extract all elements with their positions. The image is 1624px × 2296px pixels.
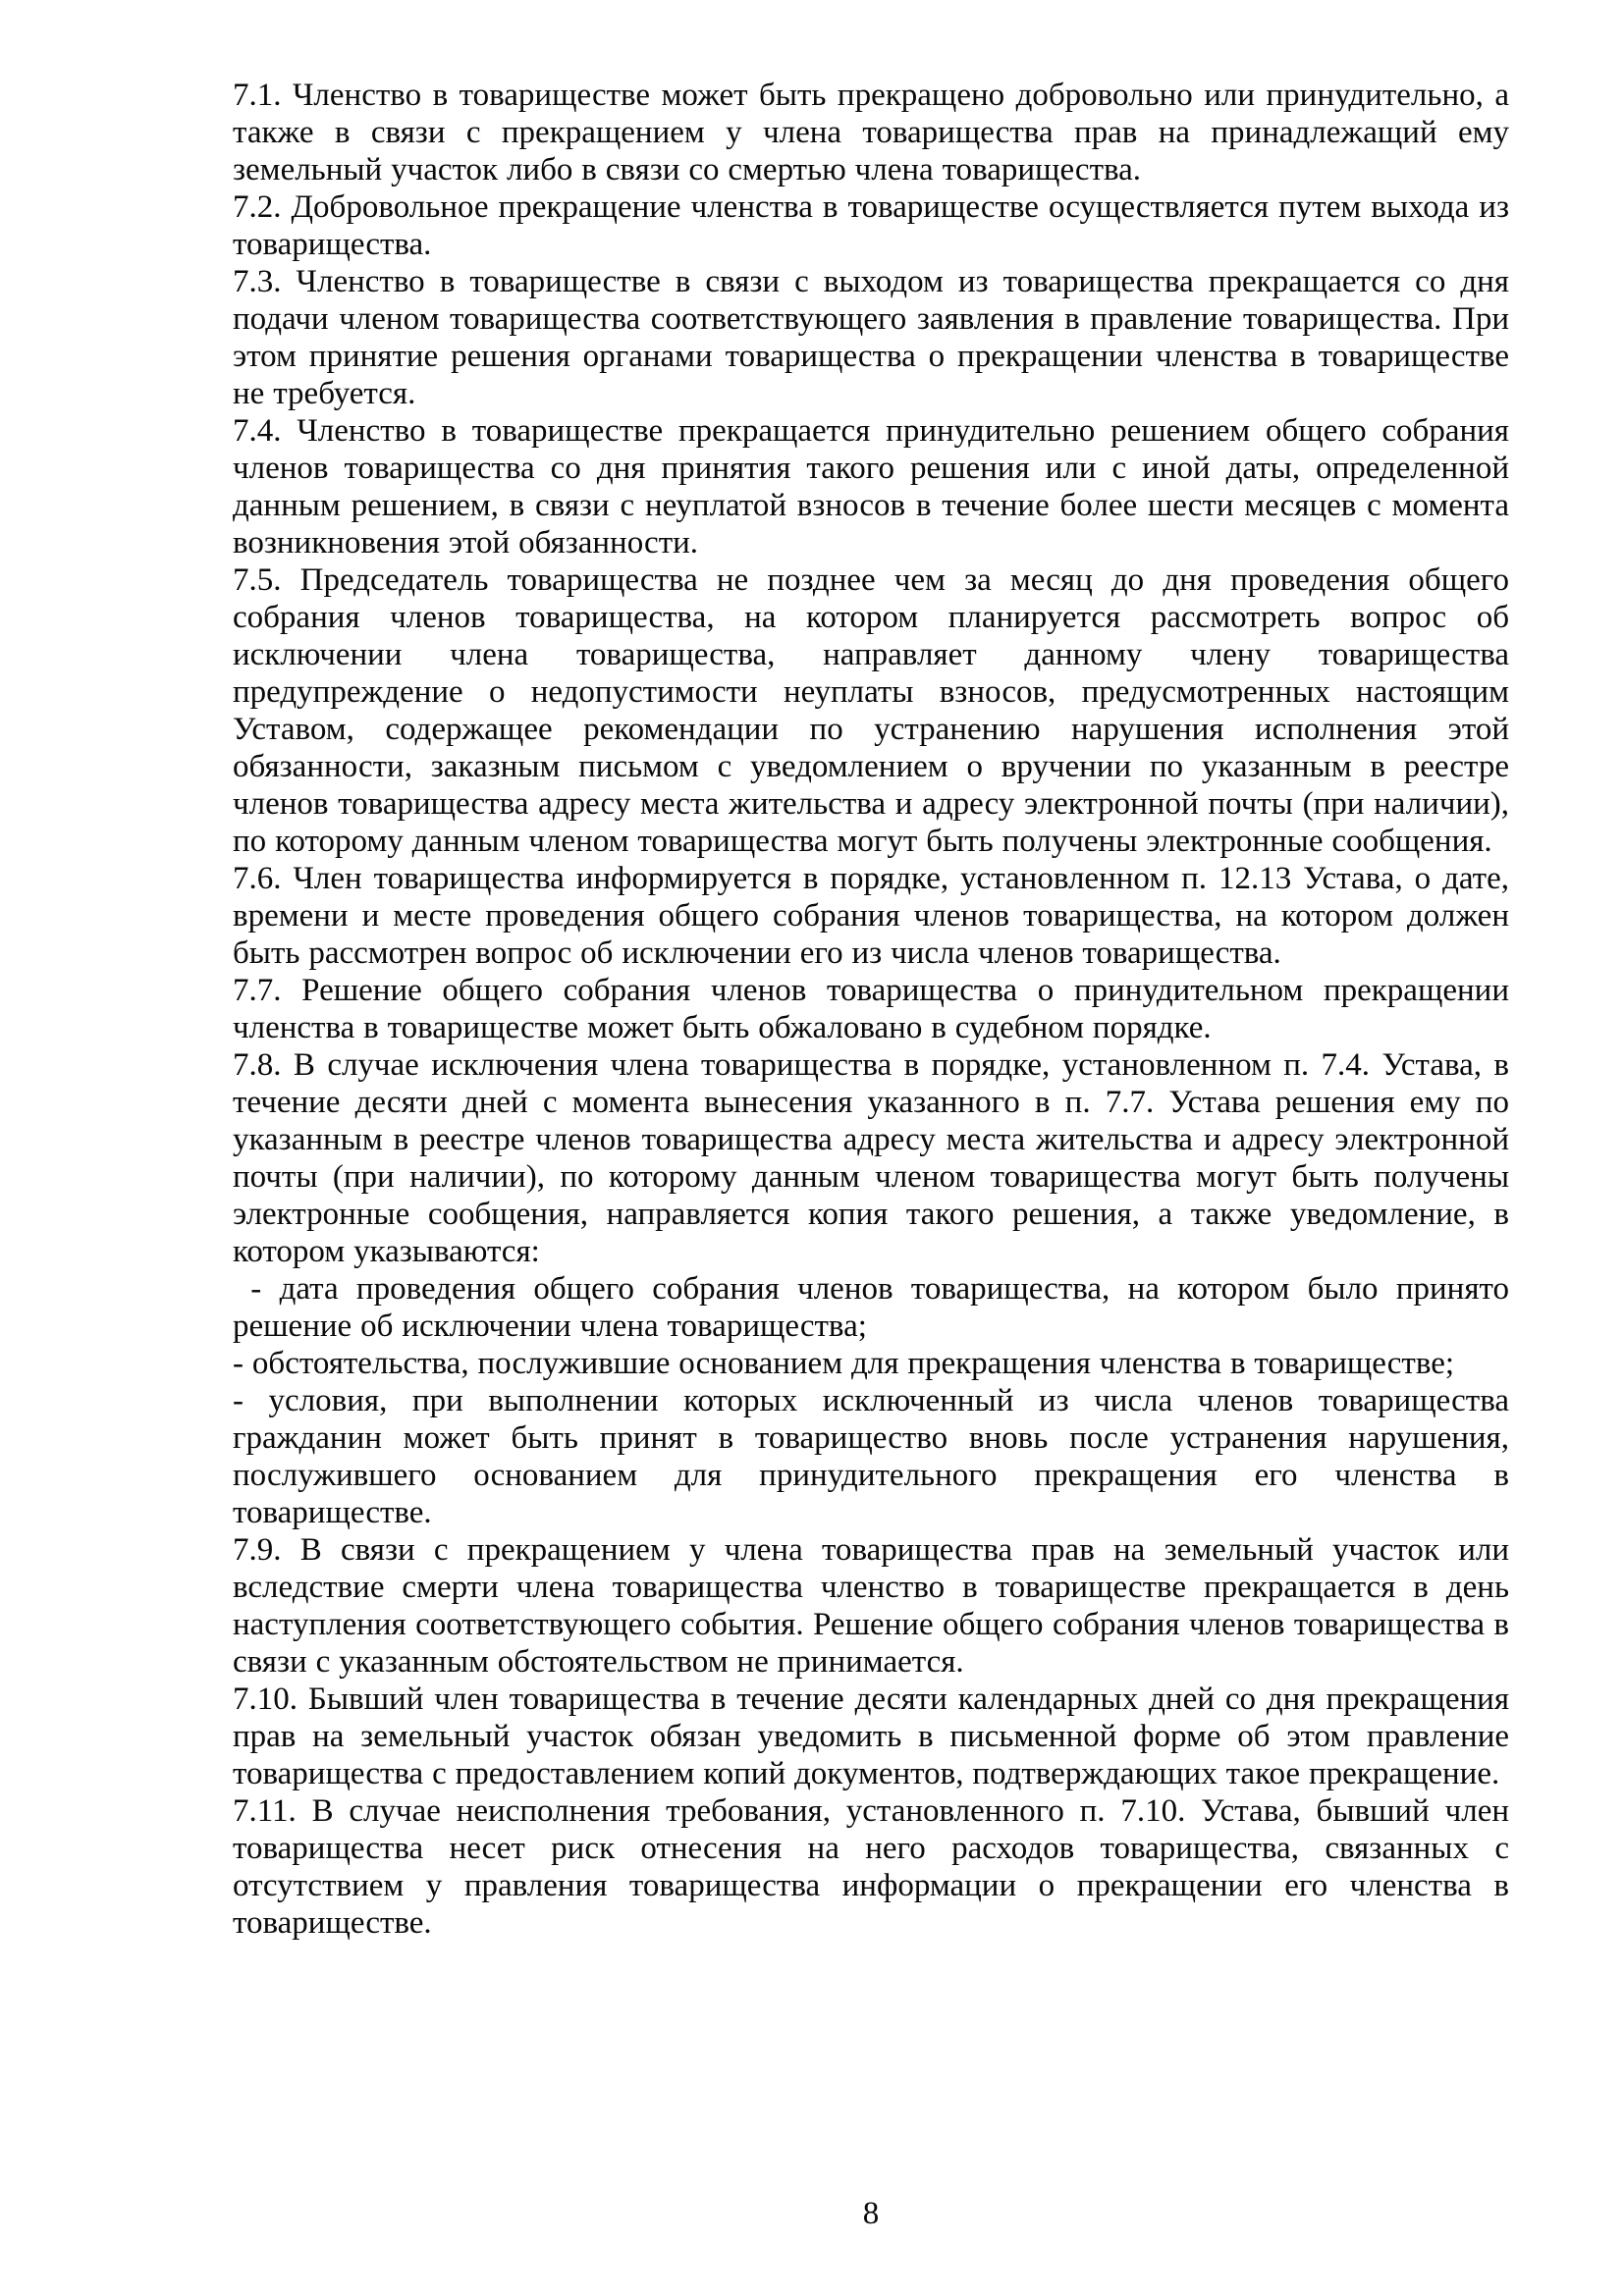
list-item-circumstances: - обстоятельства, послужившие основанием для прекращения членства в товариществе; [233,1346,1455,1381]
clause-7-7: 7.7. Решение общего собрания членов товарищества о принудительном прекращении членства в товариществе может быть обжаловано в судебном порядке. [233,973,1509,1045]
clause-7-9: 7.9. В связи с прекращением у члена товарищества прав на земельный участок или вследствие смерти члена товарищества членство в товариществе прекращается в день наступления соответствующего события. Решение общего собрания членов товарищества в связи с указанным обстоятельством не принимается. [233,1532,1509,1680]
clause-7-6: 7.6. Член товарищества информируется в порядке, установленном п. 12.13 Устава, о дате, времени и месте проведения общего собрания членов товарищества, на котором должен быть рассмотрен вопрос об исключении его из числа членов товарищества. [233,861,1509,971]
clause-7-11: 7.11. В случае неисполнения требования, установленного п. 7.10. Устава, бывший член товарищества несет риск отнесения на него расходов товарищества, связанных с отсутствием у правления товарищества информации о прекращении его членства в товариществе. [233,1793,1509,1941]
list-item-conditions: - условия, при выполнении которых исключенный из числа членов товарищества гражданин может быть принят в товарищество вновь после устранения нарушения, послужившего основанием для принудительного прекращения его членства в товариществе. [233,1383,1509,1530]
clause-7-2: 7.2. Добровольное прекращение членства в товариществе осуществляется путем выхода из товарищества. [233,189,1509,262]
clause-7-10: 7.10. Бывший член товарищества в течение десяти календарных дней со дня прекращения прав на земельный участок обязан уведомить в письменной форме об этом правление товарищества с предоставлением копий документов, подтверждающих такое прекращение. [233,1682,1509,1791]
clause-7-3: 7.3. Членство в товариществе в связи с выходом из товарищества прекращается со дня подачи членом товарищества соответствующего заявления в правление товарищества. При этом принятие решения органами товарищества о прекращении членства в товариществе не требуется. [233,264,1509,411]
clause-7-1: 7.1. Членство в товариществе может быть прекращено добровольно или принудительно, а также в связи с прекращением у члена товарищества прав на принадлежащий ему земельный участок либо в связи со смертью члена товарищества. [233,78,1509,187]
list-item-meeting-date: - дата проведения общего собрания членов товарищества, на котором было принято решение об исключении члена товарищества; [233,1271,1509,1344]
page-number: 8 [862,2196,880,2231]
text-block [233,77,1509,1942]
clause-7-5: 7.5. Председатель товарищества не позднее чем за месяц до дня проведения общего собрания членов товарищества, на котором планируется рассмотреть вопрос об исключении члена товарищества, направляет данному члену товарищества предупреждение о недопустимости неуплаты взносов, предусмотренных настоящим Уставом, содержащее рекомендации по устранению нарушения исполнения этой обязанности, заказным письмом с уведомлением о вручении по указанным в реестре членов товарищества адресу места жительства и адресу электронной почты (при наличии), по которому данным членом товарищества могут быть получены электронные сообщения. [233,562,1509,859]
clause-7-8: 7.8. В случае исключения члена товарищества в порядке, установленном п. 7.4. Устава, в течение десяти дней с момента вынесения указанного в п. 7.7. Устава решения ему по указанным в реестре членов товарищества адресу места жительства и адресу электронной почты (при наличии), по которому данным членом товарищества могут быть получены электронные сообщения, направляется копия такого решения, а также уведомление, в котором указываются: [233,1047,1509,1269]
clause-7-4: 7.4. Членство в товариществе прекращается принудительно решением общего собрания членов товарищества со дня принятия такого решения или с иной даты, определенной данным решением, в связи с неуплатой взносов в течение более шести месяцев с момента возникновения этой обязанности. [233,413,1509,561]
